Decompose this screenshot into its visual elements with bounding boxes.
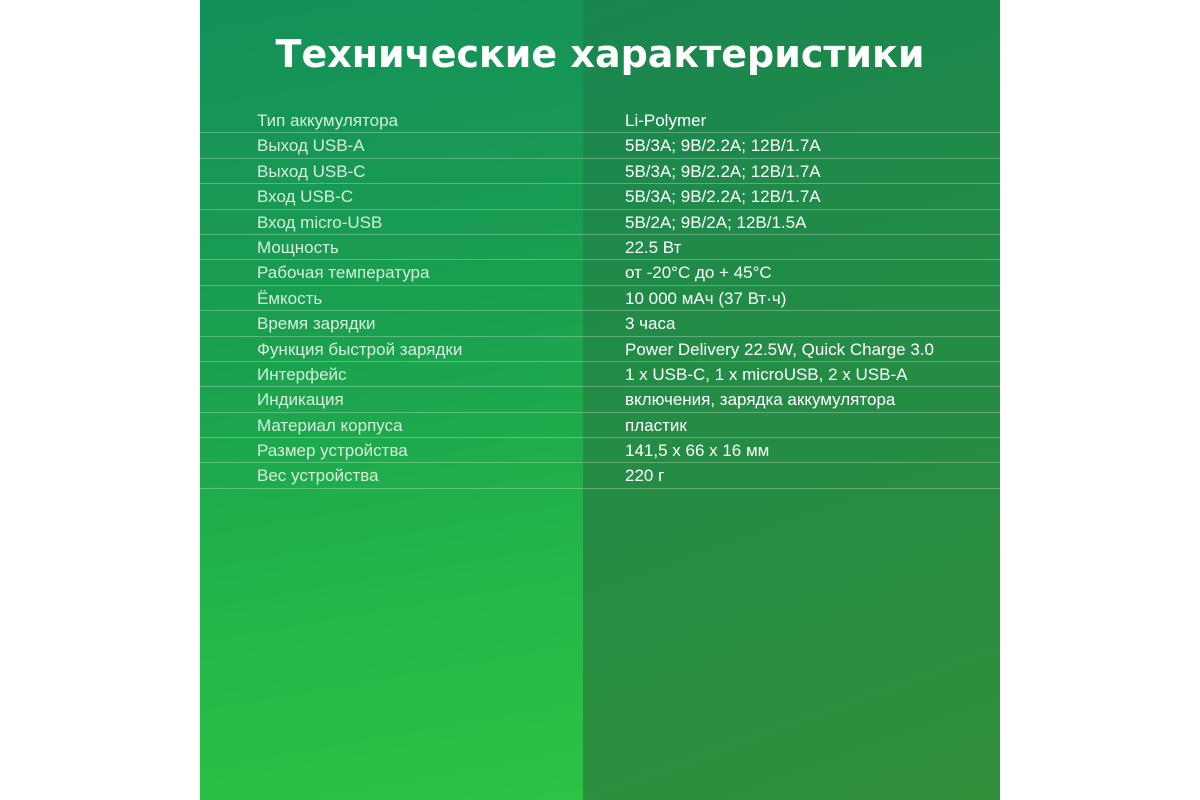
spec-row xyxy=(200,210,1000,235)
spec-label: Вход micro-USB xyxy=(257,212,383,232)
spec-row xyxy=(200,413,1000,438)
spec-label: Выход USB-C xyxy=(257,161,366,181)
spec-value: от -20°С до + 45°С xyxy=(625,263,772,283)
spec-value: 10 000 мАч (37 Вт·ч) xyxy=(625,288,787,308)
spec-value: 5В/3А; 9В/2.2А; 12В/1.7А xyxy=(625,161,821,181)
spec-row xyxy=(200,184,1000,209)
spec-value: 5В/3А; 9В/2.2А; 12В/1.7А xyxy=(625,136,821,156)
spec-table xyxy=(200,108,1000,489)
spec-value: Li-Polymer xyxy=(625,111,707,130)
spec-value: включения, зарядка аккумулятора xyxy=(625,390,896,410)
spec-value: 3 часа xyxy=(625,314,676,334)
spec-label: Тип аккумулятора xyxy=(257,111,398,130)
spec-value: 5В/2А; 9В/2А; 12В/1.5А xyxy=(625,212,807,232)
spec-row xyxy=(200,438,1000,463)
spec-row xyxy=(200,362,1000,387)
spec-row xyxy=(200,235,1000,260)
spec-row xyxy=(200,260,1000,285)
spec-label: Рабочая температура xyxy=(257,263,430,283)
spec-row xyxy=(200,463,1000,488)
spec-value: Power Delivery 22.5W, Quick Charge 3.0 xyxy=(625,339,934,359)
spec-label: Выход USB-A xyxy=(257,136,365,156)
spec-sheet-panel xyxy=(200,0,1000,800)
spec-label: Вход USB-C xyxy=(257,187,354,207)
spec-value: 141,5 х 66 х 16 мм xyxy=(625,441,770,461)
spec-label: Индикация xyxy=(257,390,344,410)
spec-row xyxy=(200,286,1000,311)
spec-value: пластик xyxy=(625,415,687,435)
spec-label: Размер устройства xyxy=(257,441,408,461)
spec-value: 1 x USB-C, 1 x microUSB, 2 x USB-A xyxy=(625,364,908,384)
spec-label: Ёмкость xyxy=(257,288,323,308)
spec-row xyxy=(200,159,1000,184)
spec-label: Материал корпуса xyxy=(257,415,403,435)
spec-row xyxy=(200,311,1000,336)
page-title: Технические характеристики xyxy=(275,32,925,76)
spec-row xyxy=(200,337,1000,362)
spec-label: Мощность xyxy=(257,237,339,257)
spec-label: Время зарядки xyxy=(257,314,376,334)
spec-label: Функция быстрой зарядки xyxy=(257,339,463,359)
spec-row xyxy=(200,133,1000,158)
spec-value: 220 г xyxy=(625,466,665,486)
spec-value: 5В/3А; 9В/2.2А; 12В/1.7А xyxy=(625,187,821,207)
spec-row xyxy=(200,387,1000,412)
spec-row xyxy=(200,108,1000,133)
spec-label: Интерфейс xyxy=(257,364,347,384)
spec-value: 22.5 Вт xyxy=(625,237,682,257)
spec-label: Вес устройства xyxy=(257,466,379,486)
